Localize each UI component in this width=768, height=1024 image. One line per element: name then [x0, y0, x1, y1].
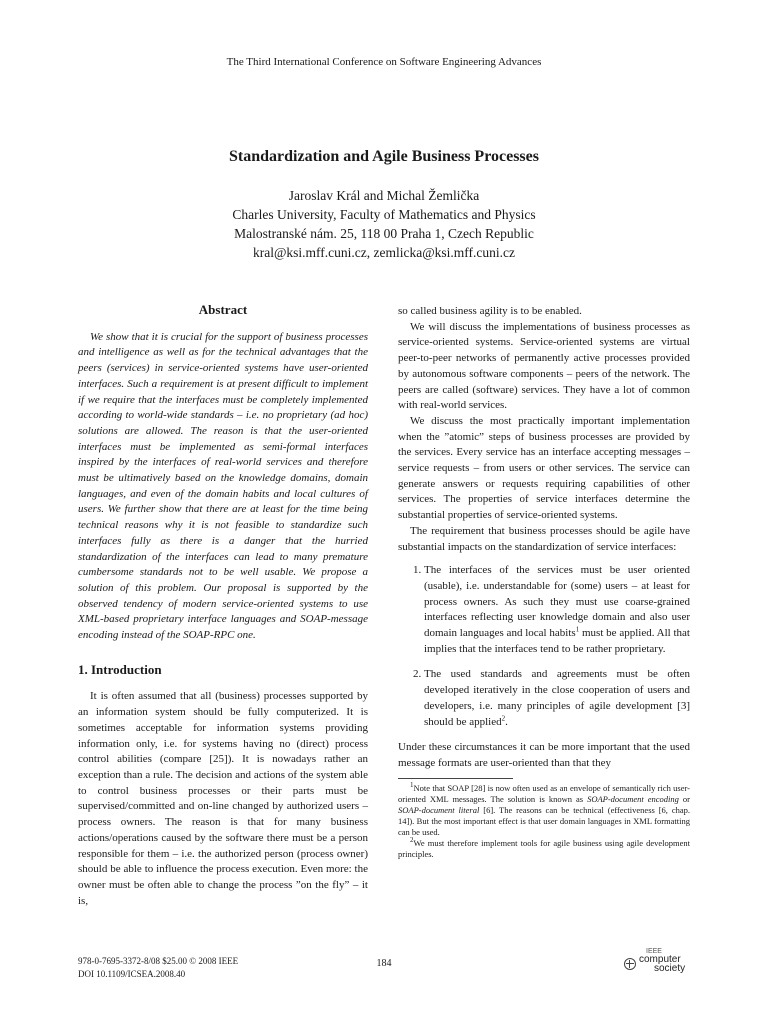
affiliation: Charles University, Faculty of Mathematics and Physics: [232, 207, 536, 222]
author-block: [0, 186, 768, 262]
list-item: [424, 563, 690, 657]
introduction-heading: 1. Introduction: [78, 661, 162, 677]
footnote-emphasis: SOAP-document literal: [398, 804, 480, 815]
footnote-text: or: [678, 793, 690, 804]
paragraph-requirement: The requirement that business processes should be agile have substantial impacts on the standardization of service interfaces:: [398, 524, 690, 553]
ieee-computer-society-logo: [624, 948, 692, 978]
closing-text: Under these circumstances it can be more important that the used message formats are user-oriented than that they: [398, 741, 690, 769]
paragraph-services: We will discuss the implementations of business processes as service-oriented systems. Service-oriented systems are virtual peer-to-peer networks of permanently active processes provided by autonomous software components – peers of the network. The peers are called (software) services. They have a lot of common with real-world services.: [398, 320, 690, 412]
list-item-tail: must be applied. All that implies that the interfaces tend to be rather proprietary.: [424, 627, 690, 655]
abstract-heading: Abstract: [198, 302, 248, 317]
footnote-text: [6]. The reasons can be technical (effectiveness [6, chap. 14]). But the most important effect is that user domain languages in XML formatting can be used.: [398, 804, 690, 837]
requirements-list: [398, 563, 690, 730]
footnote-text: We must therefore implement tools for agile business using agile development principles.: [398, 837, 690, 859]
footnote-rule: [398, 778, 513, 779]
footnote-mark: 1: [410, 780, 414, 789]
address: Malostranské nám. 25, 118 00 Praha 1, Czech Republic: [234, 226, 534, 241]
isbn-line: 978-0-7695-3372-8/08 $25.00 © 2008 IEEE: [78, 956, 239, 966]
right-column: [398, 304, 690, 860]
list-item-text: The interfaces of the services must be user oriented (usable), i.e. understandable for (some) users – at least for process owners. As such they must use coarse-grained interfaces reflecting user knowledge domain and also user domain languages and local habits: [424, 564, 690, 640]
list-item-tail: .: [505, 715, 508, 728]
author-names: Jaroslav Král and Michal Žemlička: [288, 188, 480, 203]
doi-line: DOI 10.1109/ICSEA.2008.40: [78, 969, 186, 979]
list-item: [424, 667, 690, 730]
footnote-ref: 2: [501, 713, 506, 722]
footnote-2: [398, 835, 690, 860]
introduction-text: It is often assumed that all (business) processes supported by an information system should be fully computerized. It is sometimes acceptable for information systems providing information only, i.e. for systems having no (direct) process control abilities (compare [25]). It is nowadays rather an exception than a rule. The decision and actions of the system able to control business processes or their parts must be supervised/committed and on-line changed by authorized users – process owners. The reason is that for many business actions/operations caused by the software there must be a person responsible for them – i.e. the authorized person (process owner) should be able to influence the process execution. Even more: the owner must be often able to change the process ”on the fly” – it is,: [78, 690, 368, 907]
left-column: [78, 302, 368, 909]
logo-text-line2: society: [654, 963, 686, 974]
abstract-text: We show that it is crucial for the support of business processes and intelligence as well as for the technical advantages that the peers (services) in service-oriented systems have user-oriented interfaces. Such a requirement is at present difficult to implement if we require that the interfaces must be completely implemented according to world-wide standards – i.e. no proprietary (ad hoc) solutions are allowed. The reason is that the user-oriented interfaces must be implemented as semi-formal interfaces inspired by the interfaces of real-world services and therefore must be ultimatively based on the knowledge domains, domain languages, and even of the domain habits and local cultures of users. We further show that there are at least for the time being technical reasons why it is not feasible to standardize such interfaces fully as there is a danger that the hurried standardization of the interfaces can lead to many premature cumbersome standards not to be well usable. We propose a solution of this problem. Our proposal is supported by the observed tendency of modern service-oriented systems to use XML-based proprietary interface languages and SOAP-message encoding instead of the SOAP-RPC one.: [78, 330, 368, 642]
page-number: 184: [376, 958, 392, 969]
emails: kral@ksi.mff.cuni.cz, zemlicka@ksi.mff.cuni.cz: [252, 245, 516, 260]
paper-title: Standardization and Agile Business Processes: [229, 148, 539, 165]
footnote-1: [398, 780, 690, 838]
globe-icon: [624, 958, 636, 970]
list-item-text: The used standards and agreements must be often developed iteratively in the close cooperation of users and developers, i.e. many principles of agile development [3] should be applied: [424, 668, 690, 728]
paragraph-atomic-steps: We discuss the most practically important implementation when the ”atomic” steps of business processes are provided by the services. Every service has an interface accepting messages – service requests – from users or other services. The service can generate answers or requests requiring capabilities of other services. The properties of service interfaces determine the substantial properties of service-oriented systems.: [398, 414, 690, 522]
continuation-text: so called business agility is to be enabled.: [398, 305, 582, 317]
footnote-ref: 1: [575, 625, 580, 634]
footnote-mark: 2: [410, 835, 414, 844]
conference-header: The Third International Conference on Software Engineering Advances: [226, 56, 542, 68]
footnote-text: Note that SOAP [28] is now often used as an envelope of semantically rich user-oriented XML messages. The solution is known as: [398, 782, 690, 804]
logo-top-text: IEEE: [646, 948, 662, 955]
footnote-emphasis: SOAP-document encoding: [587, 793, 679, 804]
footnotes: [398, 780, 690, 860]
logo-text-line1: computer: [639, 954, 681, 965]
